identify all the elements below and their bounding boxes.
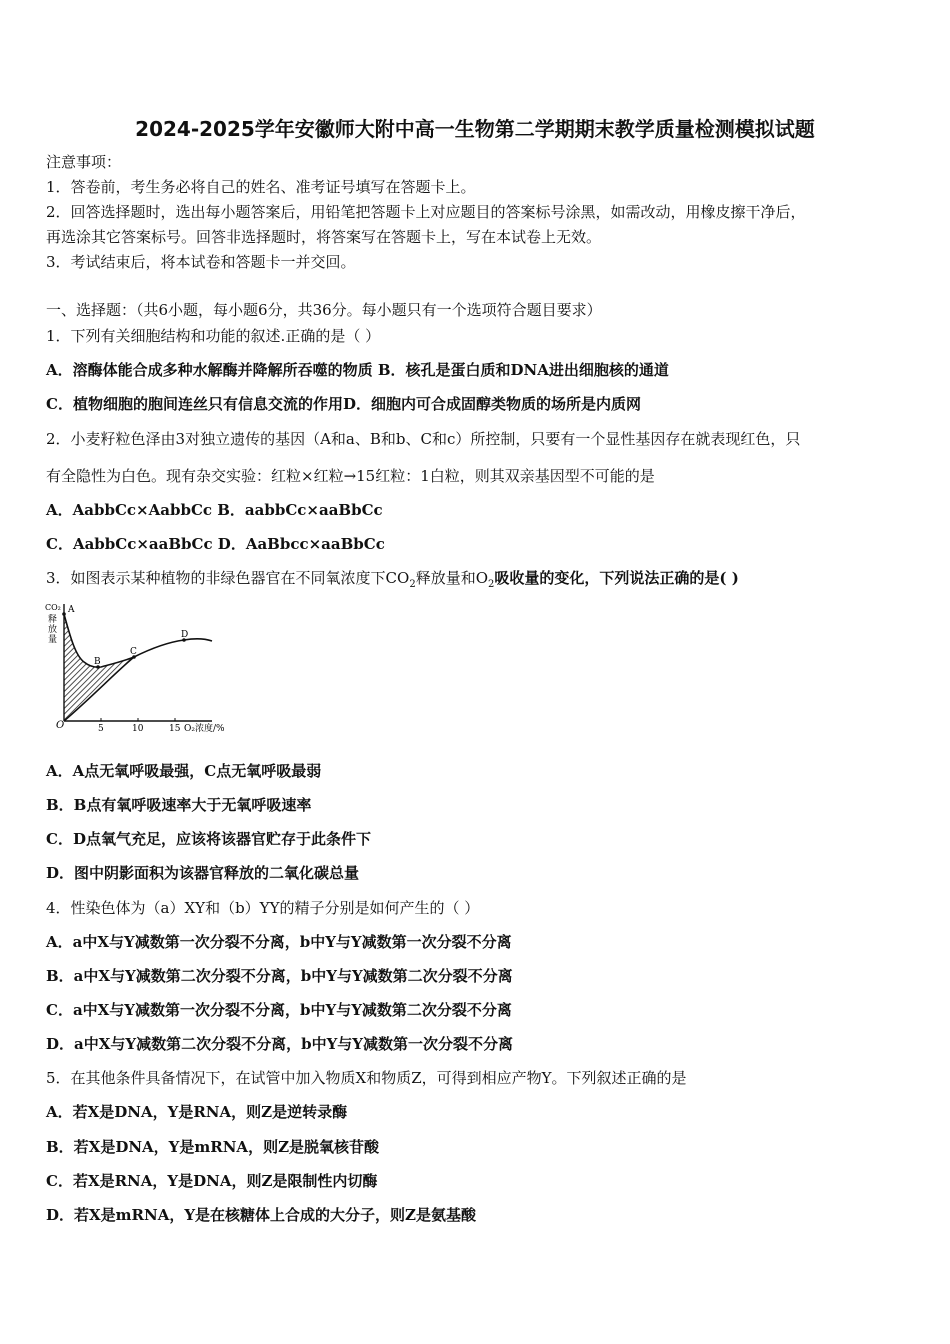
xtick-10: 10 (132, 724, 144, 734)
q4-option-c: C．a中X与Y减数第一次分裂不分离，b中Y与Y减数第二次分裂不分离 (46, 1001, 512, 1019)
q5-option-a: A．若X是DNA，Y是RNA，则Z是逆转录酶 (46, 1103, 348, 1121)
q2-options-cd: C．AabbCc×aaBbCc D．AaBbcc×aaBbCc (46, 535, 385, 553)
point-a (62, 612, 66, 616)
notice-item-1: 1．答卷前，考生务必将自己的姓名、准考证号填写在答题卡上。 (46, 178, 476, 196)
q3-stem-part-a: 3．如图表示某种植物的非绿色器官在不同氧浓度下CO (46, 569, 410, 587)
label-d: D (181, 630, 189, 640)
q1-options-cd: C．植物细胞的胞间连丝只有信息交流的作用D．细胞内可合成固醇类物质的场所是内质网 (46, 395, 641, 413)
q1-options-ab: A．溶酶体能合成多种水解酶并降解所吞噬的物质 B．核孔是蛋白质和DNA进出细胞核的通道 (46, 361, 669, 379)
q3-option-d: D．图中阴影面积为该器官释放的二氧化碳总量 (46, 864, 360, 882)
q3-option-c: C．D点氧气充足，应该将该器官贮存于此条件下 (46, 830, 371, 848)
ylabel-char-1: 释 (48, 615, 58, 625)
q4-option-b: B．a中X与Y减数第二次分裂不分离，b中Y与Y减数第二次分裂不分离 (46, 967, 513, 985)
q5-stem: 5．在其他条件具备情况下，在试管中加入物质X和物质Z，可得到相应产物Y。下列叙述正确的是 (46, 1069, 687, 1087)
q3-option-a: A．A点无氧呼吸最强，C点无氧呼吸最弱 (46, 762, 322, 780)
q2-stem-line-2: 有全隐性为白色。现有杂交实验：红粒×红粒→15红粒：1白粒，则其双亲基因型不可能的是 (46, 467, 655, 485)
q3-stem-part-c: 吸收量的变化，下列说法正确的是( ) (494, 569, 739, 587)
q2-stem-line-1: 2．小麦籽粒色泽由3对独立遗传的基因（A和a、B和b、C和c）所控制，只要有一个显性基因存在就表现红色，只 (46, 430, 801, 448)
notice-item-2-cont: 再选涂其它答案标号。回答非选择题时，将答案写在答题卡上，写在本试卷上无效。 (46, 228, 602, 246)
xlabel: O₂浓度/% (184, 724, 225, 734)
q5-option-b: B．若X是DNA，Y是mRNA，则Z是脱氧核苷酸 (46, 1138, 380, 1156)
xtick-15: 15 (169, 724, 181, 734)
q3-stem-part-b: 释放量和O (415, 569, 489, 587)
q3-subscript-2: 2 (488, 579, 495, 590)
q2-options-ab: A．AabbCc×AabbCc B．aabbCc×aaBbCc (46, 501, 383, 519)
ylabel-char-3: 量 (48, 635, 58, 645)
label-a: A (68, 605, 75, 615)
q4-stem: 4．性染色体为（a）XY和（b）YY的精子分别是如何产生的（ ） (46, 899, 480, 917)
q3-subscript-1: 2 (409, 579, 416, 590)
q3-stem (46, 568, 739, 595)
label-b: B (94, 657, 101, 667)
label-c: C (130, 647, 137, 657)
xtick-5: 5 (98, 724, 104, 734)
q1-stem: 1．下列有关细胞结构和功能的叙述.正确的是（ ） (46, 327, 381, 345)
origin-label: O (56, 720, 65, 731)
notice-item-2: 2．回答选择题时，选出每小题答案后，用铅笔把答题卡上对应题目的答案标号涂黑，如需改动，用橡皮擦干净后， (46, 203, 806, 221)
q5-option-c: C．若X是RNA，Y是DNA，则Z是限制性内切酶 (46, 1172, 378, 1190)
co2-curve (64, 614, 212, 667)
q3-option-b: B．B点有氧呼吸速率大于无氧呼吸速率 (46, 796, 312, 814)
q4-option-d: D．a中X与Y减数第二次分裂不分离，b中Y与Y减数第一次分裂不分离 (46, 1035, 513, 1053)
ylabel-co2: CO₂ (45, 603, 61, 612)
q5-option-d: D．若X是mRNA，Y是在核糖体上合成的大分子，则Z是氨基酸 (46, 1206, 476, 1224)
q4-option-a: A．a中X与Y减数第一次分裂不分离，b中Y与Y减数第一次分裂不分离 (46, 933, 512, 951)
notice-heading: 注意事项： (46, 153, 122, 171)
section-heading: 一、选择题：（共6小题，每小题6分，共36分。每小题只有一个选项符合题目要求） (46, 301, 602, 319)
notice-item-3: 3．考试结束后，将本试卷和答题卡一并交回。 (46, 253, 356, 271)
ylabel-char-2: 放 (48, 625, 58, 635)
exam-title: 2024-2025学年安徽师大附中高一生物第二学期期末教学质量检测模拟试题 (135, 117, 815, 141)
q3-respiration-figure (44, 598, 244, 738)
